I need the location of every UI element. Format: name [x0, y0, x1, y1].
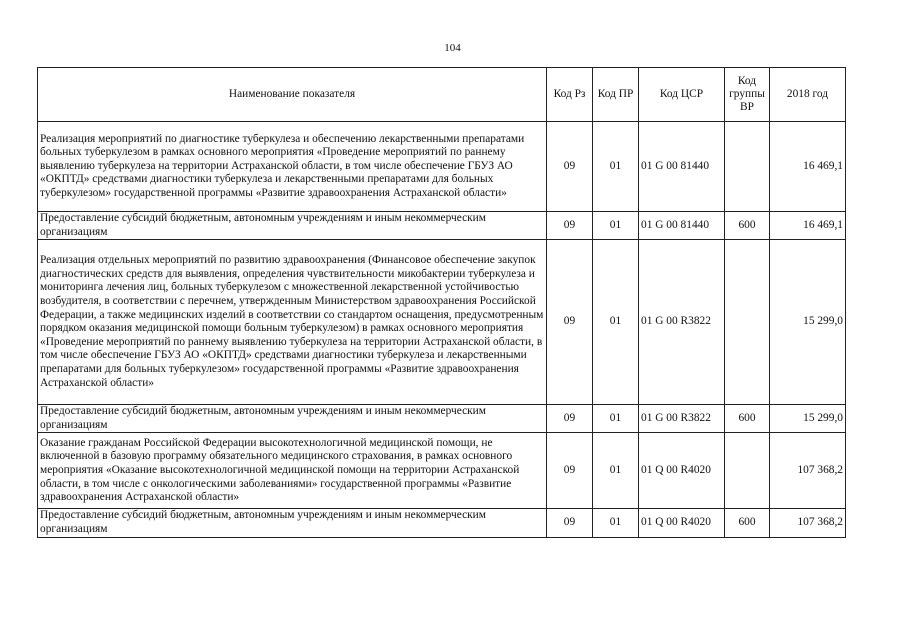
row-pr: 01	[593, 405, 639, 433]
row-csr: 01 G 00 81440	[639, 122, 725, 212]
row-csr: 01 G 00 R3822	[639, 405, 725, 433]
table-row	[38, 122, 846, 212]
table-row	[38, 212, 846, 240]
row-vr: 600	[725, 212, 770, 240]
row-pr: 01	[593, 240, 639, 405]
row-vr	[725, 122, 770, 212]
row-name: Предоставление субсидий бюджетным, автономным учреждениям и иным некоммерческим организациям	[38, 509, 547, 537]
table-row	[38, 240, 846, 405]
row-name: Реализация отдельных мероприятий по развитию здравоохранения (Финансовое обеспечение закупок диагностических средств для выявления, определения чувствительности микобактерии туберкулеза и мониторинга лечения лиц, больных туберкулезом с множественной лекарственной устойчивостью возбудителя, в соответствии с перечнем, утвержденным Министерством здравоохранения Российской Федерации, а также медицинских изделий в соответствии со стандартом оснащения, предусмотренным порядком оказания медицинской помощи больным туберкулезом) в рамках основного мероприятия «Проведение мероприятий по раннему выявлению туберкулеза на территории Астраханской области, в том числе обеспечение ГБУЗ АО «ОКПТД» средствами диагностики туберкулеза и лекарственными препаратами для больных туберкулезом» государственной программы «Развитие здравоохранения Астраханской области»	[38, 240, 547, 405]
header-row	[38, 68, 846, 122]
row-csr: 01 G 00 81440	[639, 212, 725, 240]
row-vr	[725, 433, 770, 509]
col-header-vr: Код группы ВР	[725, 68, 770, 122]
row-rz: 09	[547, 212, 593, 240]
row-vr	[725, 240, 770, 405]
table-row	[38, 509, 846, 537]
row-rz: 09	[547, 433, 593, 509]
row-vr: 600	[725, 509, 770, 537]
col-header-name: Наименование показателя	[38, 68, 547, 122]
row-name: Реализация мероприятий по диагностике туберкулеза и обеспечению лекарственными препаратами больных туберкулезом в рамках основного мероприятия «Проведение мероприятий по раннему выявлению туберкулеза на территории Астраханской области, в том числе обеспечение ГБУЗ АО «ОКПТД» средствами диагностики туберкулеза и лекарственными препаратами для больных туберкулезом» государственной программы «Развитие здравоохранения Астраханской области»	[38, 122, 547, 212]
row-amount: 15 299,0	[770, 405, 846, 433]
row-csr: 01 G 00 R3822	[639, 240, 725, 405]
col-header-csr: Код ЦСР	[639, 68, 725, 122]
budget-table	[37, 67, 846, 538]
row-amount: 16 469,1	[770, 212, 846, 240]
col-header-year: 2018 год	[770, 68, 846, 122]
row-csr: 01 Q 00 R4020	[639, 433, 725, 509]
row-amount: 15 299,0	[770, 240, 846, 405]
row-pr: 01	[593, 122, 639, 212]
row-amount: 16 469,1	[770, 122, 846, 212]
row-name: Предоставление субсидий бюджетным, автономным учреждениям и иным некоммерческим организациям	[38, 212, 547, 240]
col-header-pr: Код ПР	[593, 68, 639, 122]
page-number: 104	[444, 42, 461, 54]
row-rz: 09	[547, 122, 593, 212]
table-row	[38, 405, 846, 433]
row-amount: 107 368,2	[770, 433, 846, 509]
row-name: Оказание гражданам Российской Федерации высокотехнологичной медицинской помощи, не включенной в базовую программу обязательного медицинского страхования, в рамках основного мероприятия «Оказание высокотехнологичной медицинской помощи на территории Астраханской области, в том числе с онкологическими заболеваниями» государственной программы «Развитие здравоохранения Астраханской области»	[38, 433, 547, 509]
row-amount: 107 368,2	[770, 509, 846, 537]
col-header-rz: Код Рз	[547, 68, 593, 122]
row-csr: 01 Q 00 R4020	[639, 509, 725, 537]
row-pr: 01	[593, 433, 639, 509]
row-vr: 600	[725, 405, 770, 433]
row-pr: 01	[593, 212, 639, 240]
row-rz: 09	[547, 509, 593, 537]
table-row	[38, 433, 846, 509]
row-rz: 09	[547, 405, 593, 433]
row-rz: 09	[547, 240, 593, 405]
row-name: Предоставление субсидий бюджетным, автономным учреждениям и иным некоммерческим организациям	[38, 405, 547, 433]
row-pr: 01	[593, 509, 639, 537]
